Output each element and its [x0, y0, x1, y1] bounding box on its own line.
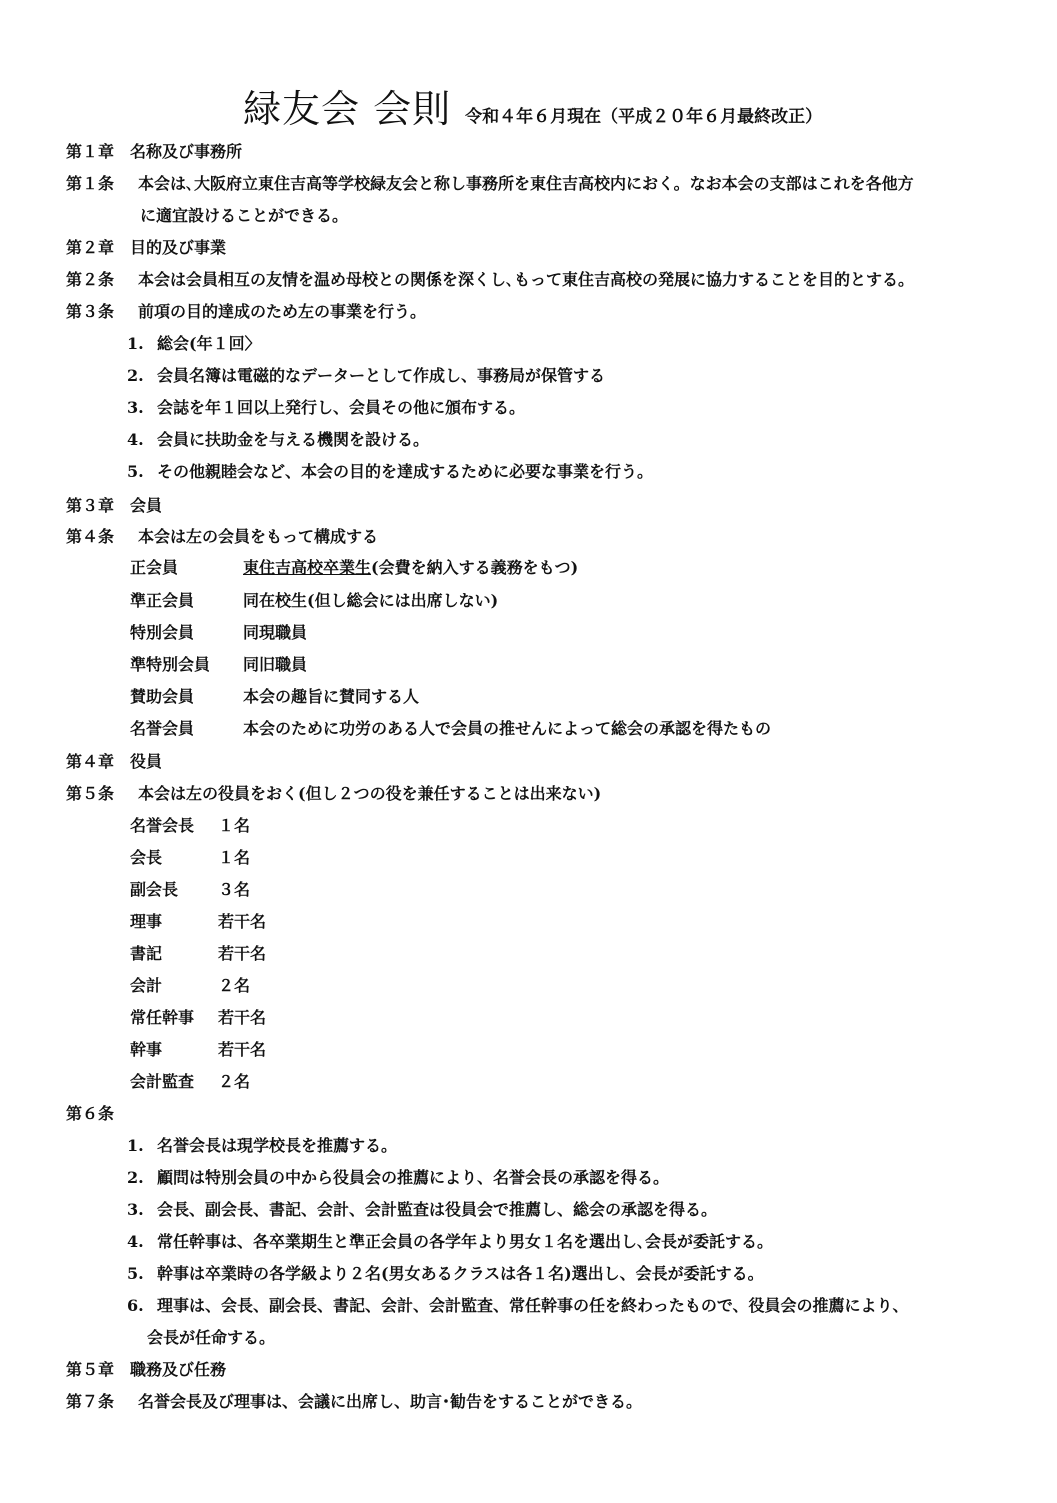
article-3-item: 4. 会員に扶助金を与える機関を設ける。: [127, 430, 430, 449]
article-4-text: 本会は左の会員をもって構成する: [138, 527, 379, 546]
chapter-1-heading: 第１章 名称及び事務所: [66, 142, 243, 161]
article-6-item: 6. 理事は、会長、副会長、書記、会計、会計監査、常任幹事の任を終わったもので、役員会の推薦により、: [127, 1296, 909, 1315]
article-2-label: 第２条: [66, 270, 115, 289]
chapter-4-heading: 第４章 役員: [66, 752, 163, 771]
chapter-3-heading: 第３章 会員: [66, 496, 163, 515]
member-row: 名誉会員 本会のために功労のある人で会員の推せんによって総会の承認を得たもの: [130, 719, 772, 738]
article-5-label: 第５条: [66, 784, 115, 803]
article-6-item: 4. 常任幹事は、各卒業期生と準正会員の各学年より男女１名を選出し､会長が委託する。: [127, 1232, 774, 1251]
article-5: [66, 782, 601, 806]
article-1: [66, 172, 914, 196]
officer-row: 会計 ２名: [130, 976, 251, 995]
member-row: 正会員 東住吉高校卒業生(会費を納入する義務をもつ): [130, 558, 579, 577]
article-4: [66, 525, 378, 549]
article-6-label: 第６条: [66, 1104, 115, 1123]
member-row: 準特別会員 同旧職員: [130, 655, 308, 674]
article-7: [66, 1390, 642, 1414]
article-6-item: 5. 幹事は卒業時の各学級より２名(男女あるクラスは各１名)選出し、会長が委託する。: [127, 1264, 764, 1283]
member-row: 準正会員 同在校生(但し総会には出席しない): [130, 591, 499, 610]
article-3-item: 2. 会員名簿は電磁的なデーターとして作成し、事務局が保管する: [127, 366, 606, 385]
officer-row: 常任幹事 若干名: [130, 1008, 267, 1027]
officer-row: 理事 若干名: [130, 912, 267, 931]
article-3-label: 第３条: [66, 302, 115, 321]
document-subtitle: 令和４年６月現在（平成２０年６月最終改正）: [465, 107, 823, 127]
article-6-item: 2. 顧問は特別会員の中から役員会の推薦により、名誉会長の承認を得る。: [127, 1168, 670, 1187]
chapter-2-heading: 第２章 目的及び事業: [66, 238, 227, 257]
article-2-text: 本会は会員相互の友情を温め母校との関係を深くし､もって東住吉高校の発展に協力することを目的とする。: [138, 270, 915, 289]
member-row: 特別会員 同現職員: [130, 623, 308, 642]
article-2: [66, 268, 914, 292]
officer-row: 幹事 若干名: [130, 1040, 267, 1059]
chapter-5-heading: 第５章 職務及び任務: [66, 1360, 227, 1379]
officer-row: 名誉会長 １名: [130, 816, 251, 835]
article-7-label: 第７条: [66, 1392, 115, 1411]
document-title: 緑友会 会則: [243, 87, 452, 131]
article-6-item: 3. 会長、副会長、書記、会計、会計監査は役員会で推薦し、総会の承認を得る。: [127, 1200, 718, 1219]
officer-row: 書記 若干名: [130, 944, 267, 963]
article-1-label: 第１条: [66, 174, 115, 193]
article-1-continuation: に適宜設けることができる。: [140, 206, 349, 225]
officer-row: 会長 １名: [130, 848, 251, 867]
article-3-item: 1. 総会(年１回〉: [127, 334, 261, 353]
article-3: [66, 300, 426, 324]
article-6-item: 1. 名誉会長は現学校長を推薦する。: [127, 1136, 398, 1155]
article-7-text: 名誉会長及び理事は、会議に出席し、助言･勧告をすることができる。: [138, 1392, 643, 1411]
officer-row: 会計監査 ２名: [130, 1072, 251, 1091]
officer-row: 副会長 ３名: [130, 880, 251, 899]
article-5-text: 本会は左の役員をおく(但し２つの役を兼任することは出来ない): [138, 784, 602, 803]
article-6: [66, 1102, 138, 1126]
article-4-label: 第４条: [66, 527, 115, 546]
article-1-text: 本会は､大阪府立東住吉高等学校緑友会と称し事務所を東住吉高校内におく。なお本会の支部はこれを各他方: [138, 174, 914, 193]
article-3-item: 5. その他親睦会など、本会の目的を達成するために必要な事業を行う。: [127, 462, 654, 481]
article-6-item-continuation: 会長が任命する。: [147, 1328, 276, 1347]
title-row: [243, 78, 822, 133]
article-3-text: 前項の目的達成のため左の事業を行う。: [138, 302, 427, 321]
article-3-item: 3. 会誌を年１回以上発行し、会員その他に頒布する。: [127, 398, 526, 417]
member-row: 賛助会員 本会の趣旨に賛同する人: [130, 687, 420, 706]
